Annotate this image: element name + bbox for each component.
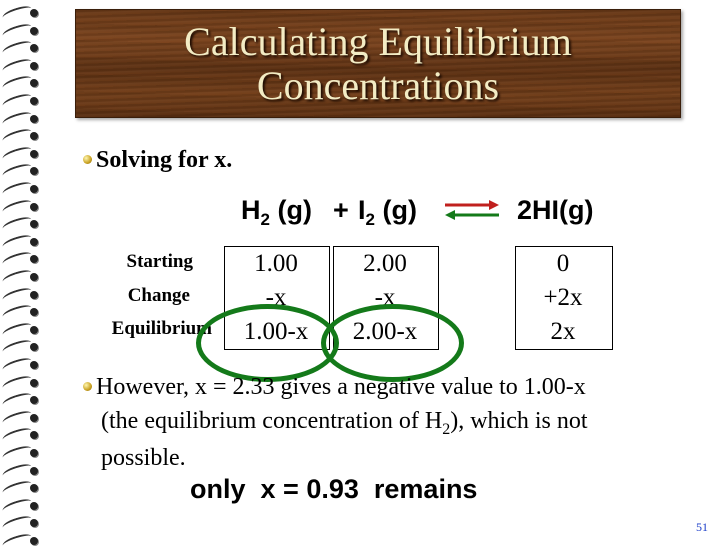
- plus-sign: +: [333, 195, 349, 225]
- h2-change: -x: [265, 284, 287, 311]
- paragraph-line-2b: ), which is not: [450, 408, 588, 434]
- title-line-2: Concentrations: [256, 63, 500, 108]
- binding-ring: [0, 198, 44, 214]
- binding-ring: [0, 145, 44, 161]
- i2-starting: 2.00: [363, 250, 407, 277]
- bullet-icon: [83, 382, 92, 391]
- i2-change: -x: [374, 284, 396, 311]
- row-label-starting: Starting: [126, 251, 193, 272]
- binding-ring: [0, 321, 44, 337]
- product-hi: 2HI(g): [517, 195, 594, 225]
- binding-ring: [0, 391, 44, 407]
- spiral-binding: [0, 0, 48, 540]
- binding-ring: [0, 57, 44, 73]
- binding-ring: [0, 374, 44, 390]
- binding-ring: [0, 180, 44, 196]
- binding-ring: [0, 215, 44, 231]
- reactant-i2: $I_2$ (g): [358, 195, 417, 229]
- binding-ring: [0, 409, 44, 425]
- conclusion-word: only: [190, 474, 246, 504]
- binding-ring: [0, 462, 44, 478]
- hi-equilibrium: 2x: [550, 318, 576, 345]
- binding-ring: [0, 268, 44, 284]
- binding-ring: [0, 356, 44, 372]
- title-banner: [75, 9, 681, 118]
- binding-ring: [0, 74, 44, 90]
- binding-ring: [0, 532, 44, 548]
- i2-equilibrium: 2.00-x: [352, 318, 418, 345]
- explanation-paragraph: [83, 370, 683, 475]
- binding-ring: [0, 22, 44, 38]
- hi-change: +2x: [543, 284, 583, 311]
- bullet-icon: [83, 155, 92, 164]
- page-title: [76, 20, 680, 108]
- bullet-solving: [83, 147, 232, 174]
- conclusion-equation: x = 0.93: [260, 474, 359, 504]
- bullet-text: Solving for x.: [96, 147, 233, 173]
- binding-ring: [0, 514, 44, 530]
- binding-ring: [0, 4, 44, 20]
- reactant-h2: $H_2$ (g): [241, 195, 312, 229]
- page-number: 51: [696, 520, 708, 534]
- binding-ring: [0, 250, 44, 266]
- binding-ring: [0, 39, 44, 55]
- hi-starting: 0: [556, 250, 570, 277]
- hi-column: [515, 247, 611, 349]
- binding-ring: [0, 479, 44, 495]
- binding-ring: [0, 233, 44, 249]
- equilibrium-arrows-icon: [443, 199, 501, 221]
- paragraph-line-1: However, x = 2.33 gives a negative value to 1.00-x: [96, 374, 586, 400]
- row-label-change: Change: [127, 285, 190, 306]
- binding-ring: [0, 426, 44, 442]
- binding-ring: [0, 303, 44, 319]
- h2-equilibrium: 1.00-x: [243, 318, 309, 345]
- binding-ring: [0, 110, 44, 126]
- paragraph-line-3: possible.: [101, 445, 186, 471]
- h2-starting: 1.00: [254, 250, 298, 277]
- binding-ring: [0, 92, 44, 108]
- paragraph-line-2: (the equilibrium concentration of H: [101, 408, 443, 434]
- binding-ring: [0, 497, 44, 513]
- binding-ring: [0, 444, 44, 460]
- row-label-equilibrium: Equilibrium: [111, 318, 212, 339]
- conclusion: [190, 474, 477, 505]
- binding-ring: [0, 286, 44, 302]
- binding-ring: [0, 338, 44, 354]
- title-line-1: Calculating Equilibrium: [184, 19, 572, 64]
- binding-ring: [0, 127, 44, 143]
- binding-ring: [0, 162, 44, 178]
- conclusion-tail: remains: [373, 474, 478, 504]
- paragraph-subscript: 2: [442, 421, 451, 438]
